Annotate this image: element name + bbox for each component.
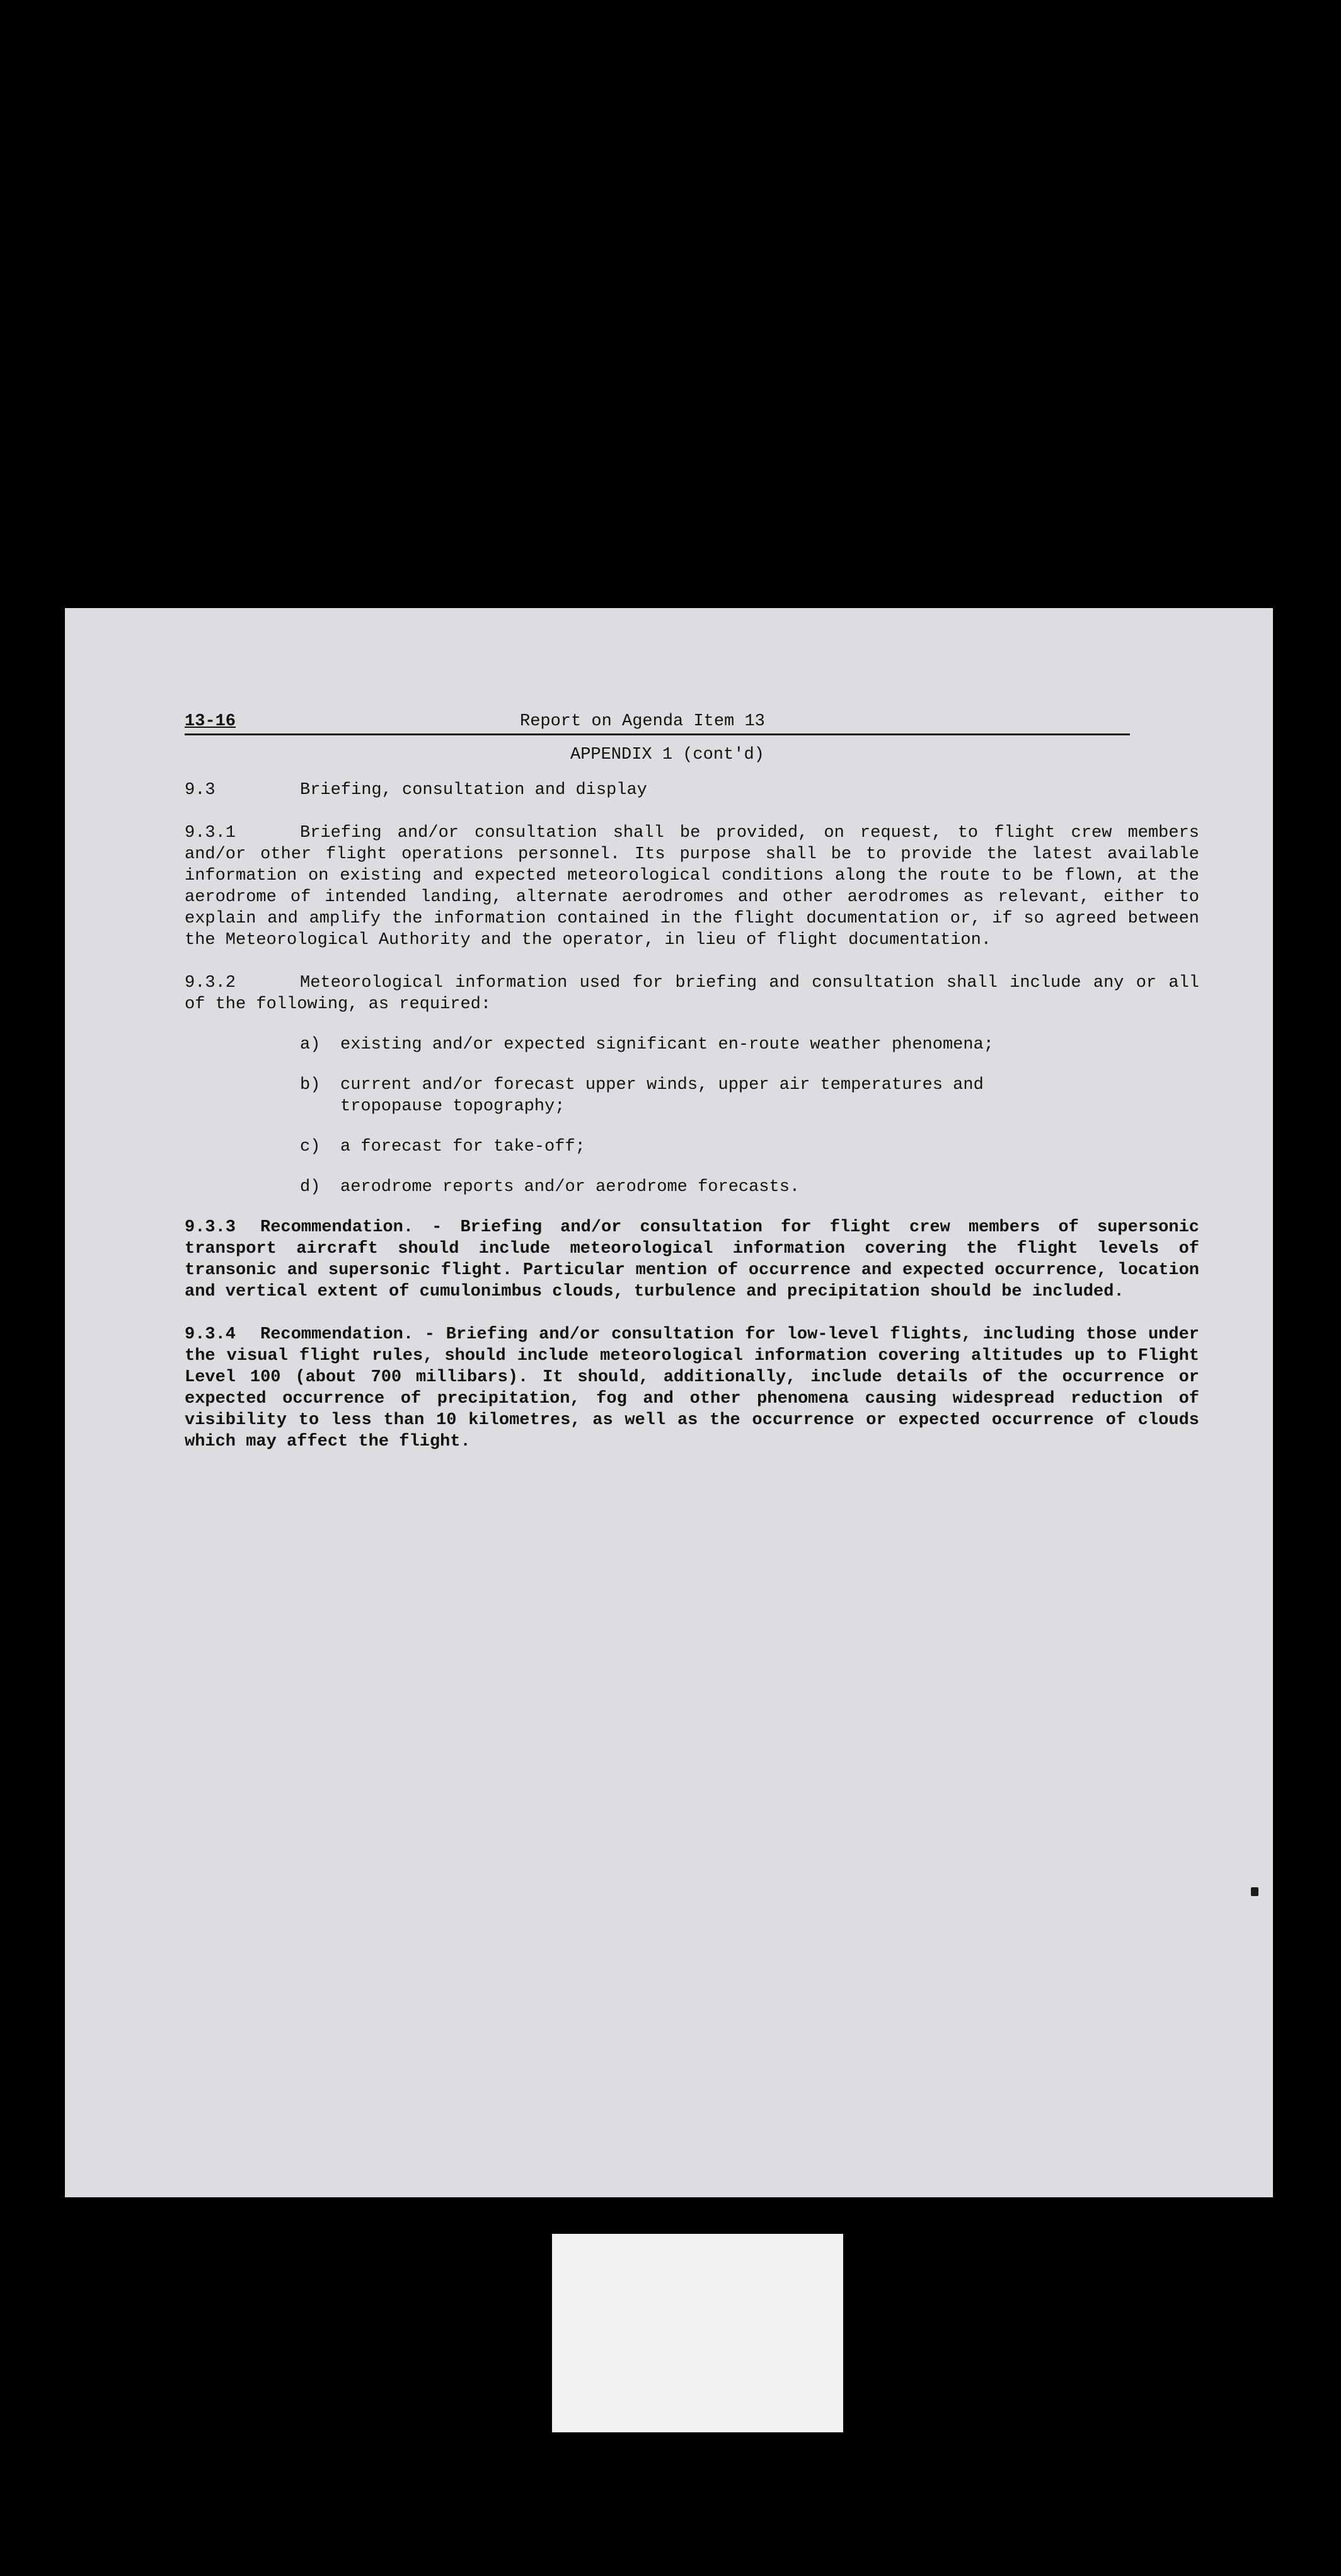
running-header	[185, 711, 1130, 735]
paragraph-text: Recommendation. - Briefing and/or consultation for flight crew members of supersonic transport aircraft should include meteorological information covering the flight levels of transonic and supersonic flight. Particular mention of occurrence and expected occurrence, location and vertical extent of cumulonimbus clouds, turbulence and precipitation should be included.	[185, 1218, 1210, 1301]
recommendation-9-3-3	[185, 1217, 1210, 1302]
paragraph-number: 9.3.2	[185, 974, 236, 992]
appendix-heading: APPENDIX 1 (cont'd)	[570, 745, 764, 764]
page-content	[185, 711, 1210, 1452]
list-item-label: d)	[300, 1178, 321, 1197]
paragraph-text: Briefing and/or consultation shall be provided, on request, to flight crew members and/or other flight operations personnel. Its purpose shall be to provide the latest available information on existing and expected meteorological conditions along the route to be flown, at the aerodrome of intended landing, alternate aerodromes and other aerodromes as relevant, either to explain and amplify the information contained in the flight documentation or, if so agreed between the Meteorological Authority and the operator, in lieu of flight documentation.	[185, 824, 1210, 950]
running-title: Report on Agenda Item 13	[520, 712, 765, 731]
list-item-text: existing and/or expected significant en-route weather phenomena;	[340, 1035, 994, 1054]
paragraph-text: Meteorological information used for briefing and consultation shall include any or all of the following, as required:	[185, 974, 1210, 1014]
paragraph-number: 9.3.1	[185, 824, 236, 842]
section-heading	[185, 779, 1199, 801]
paragraph-9-3-1	[185, 822, 1210, 951]
paragraph-9-3-2	[185, 972, 1210, 1015]
list-item-text: current and/or forecast upper winds, upper air temperatures and tropopause topography;	[340, 1076, 984, 1116]
scan-calibration-card	[552, 2234, 843, 2432]
list-item-label: a)	[300, 1035, 321, 1054]
list-item	[300, 1034, 1199, 1055]
list-item	[300, 1074, 1199, 1117]
list-item	[300, 1176, 1199, 1198]
section-number: 9.3	[185, 781, 216, 800]
list-item-text: aerodrome reports and/or aerodrome forecasts.	[340, 1178, 800, 1197]
list-item-text: a forecast for take-off;	[340, 1137, 585, 1156]
page-number: 13-16	[185, 712, 236, 731]
list-item	[300, 1136, 1199, 1158]
requirements-list	[185, 1034, 1199, 1198]
paragraph-number: 9.3.3	[185, 1218, 236, 1237]
section-title: Briefing, consultation and display	[300, 781, 647, 800]
list-item-label: c)	[300, 1137, 321, 1156]
document-page	[65, 608, 1273, 2197]
scan-speck	[1251, 1887, 1258, 1896]
paragraph-text: Recommendation. - Briefing and/or consultation for low-level flights, including those under the visual flight rules, should include meteorological information covering altitudes up to Flight Level 100 (about 700 millibars). It should, additionally, include details of the occurrence or expected occurrence of precipitation, fog and other phenomena causing widespread reduction of visibility to less than 10 kilometres, as well as the occurrence or expected occurrence of clouds which may affect the flight.	[185, 1325, 1210, 1451]
list-item-label: b)	[300, 1076, 321, 1095]
recommendation-9-3-4	[185, 1324, 1210, 1452]
paragraph-number: 9.3.4	[185, 1325, 236, 1344]
